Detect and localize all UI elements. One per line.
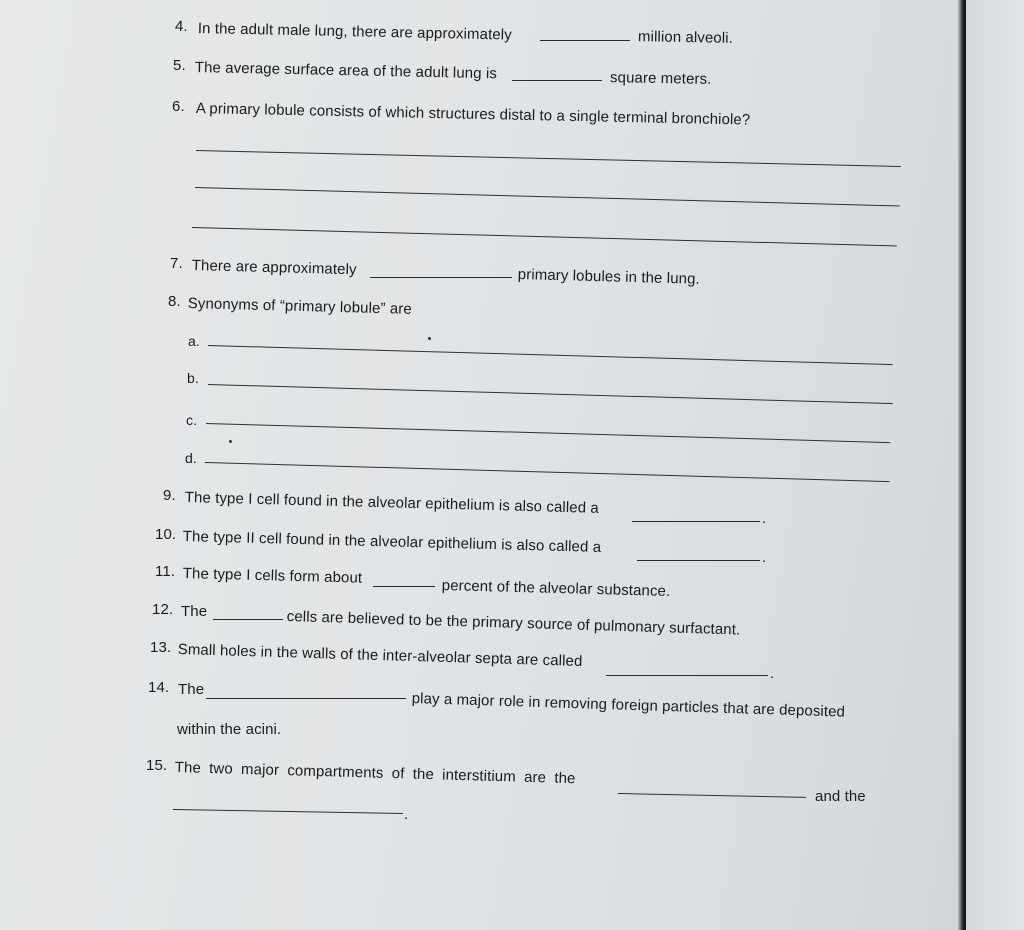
q4-text: In the adult male lung, there are approximately: [197, 20, 512, 44]
q7-text-end: primary lobules in the lung.: [517, 266, 701, 288]
q10-number: 10.: [155, 526, 177, 543]
q10-text-end: .: [762, 549, 767, 566]
q11-answer-blank[interactable]: [373, 586, 435, 587]
q5-text: The average surface area of the adult lung is: [194, 59, 498, 83]
q6-answer-line-2[interactable]: [195, 187, 900, 206]
q4-text-end: million alveoli.: [637, 28, 734, 47]
q15-text-mid: and the: [815, 788, 866, 805]
q15-answer-blank-2[interactable]: [173, 809, 403, 814]
q13-text: Small holes in the walls of the inter-alveolar septa are called: [177, 641, 583, 671]
q15-answer-blank-1[interactable]: [618, 793, 806, 798]
q8-option-b: b.: [187, 370, 199, 386]
q6-number: 6.: [172, 98, 185, 115]
q12-text-end: cells are believed to be the primary source of pulmonary surfactant.: [286, 608, 741, 639]
speck: [428, 337, 431, 340]
q12-text: The: [181, 603, 208, 620]
q12-answer-blank[interactable]: [213, 619, 283, 620]
q7-text: There are approximately: [191, 257, 357, 279]
q7-number: 7.: [170, 255, 183, 272]
background-surface: [966, 0, 1024, 930]
q14-number: 14.: [148, 679, 170, 696]
q5-number: 5.: [173, 57, 186, 74]
q14-text: The: [178, 681, 205, 698]
q13-number: 13.: [150, 639, 172, 656]
speck: [229, 440, 232, 443]
q14-text-end: play a major role in removing foreign particles that are deposited: [411, 690, 846, 721]
q9-answer-blank[interactable]: [632, 521, 760, 522]
q13-text-end: .: [770, 665, 775, 682]
q11-text: The type I cells form about: [182, 565, 363, 587]
q6-answer-line-3[interactable]: [192, 227, 897, 246]
q9-text: The type I cell found in the alveolar epithelium is also called a: [184, 489, 600, 517]
q8-answer-line-b[interactable]: [208, 384, 893, 404]
q5-answer-blank[interactable]: [512, 80, 602, 81]
q15-number: 15.: [146, 757, 168, 774]
q8-option-c: c.: [186, 412, 198, 428]
q7-answer-blank[interactable]: [370, 277, 512, 278]
q14-answer-blank[interactable]: [206, 698, 406, 699]
q8-answer-line-c[interactable]: [206, 423, 891, 443]
q15-text-end: .: [404, 806, 409, 823]
q8-option-a: a.: [188, 333, 200, 349]
paper-edge: [958, 0, 966, 930]
q4-number: 4.: [174, 17, 188, 36]
q10-text: The type II cell found in the alveolar epithelium is also called a: [182, 528, 602, 556]
q10-answer-blank[interactable]: [637, 560, 760, 561]
q11-number: 11.: [155, 563, 176, 580]
q15-text: The two major compartments of the interstitium are the: [174, 759, 576, 788]
q8-text: Synonyms of “primary lobule” are: [187, 295, 413, 318]
q9-number: 9.: [163, 487, 176, 504]
q8-answer-line-d[interactable]: [205, 462, 890, 482]
q5-text-end: square meters.: [609, 69, 712, 88]
q11-text-end: percent of the alveolar substance.: [441, 577, 671, 600]
q6-text: A primary lobule consists of which structures distal to a single terminal bronchiole?: [195, 100, 751, 129]
q9-text-end: .: [762, 510, 767, 527]
q14-text-continued: within the acini.: [177, 721, 282, 738]
q8-answer-line-a[interactable]: [208, 345, 893, 365]
q8-option-d: d.: [185, 450, 197, 466]
q8-number: 8.: [168, 293, 181, 310]
q13-answer-blank[interactable]: [606, 675, 768, 676]
q4-answer-blank[interactable]: [540, 40, 630, 41]
q6-answer-line-1[interactable]: [196, 150, 901, 167]
q12-number: 12.: [152, 601, 174, 618]
